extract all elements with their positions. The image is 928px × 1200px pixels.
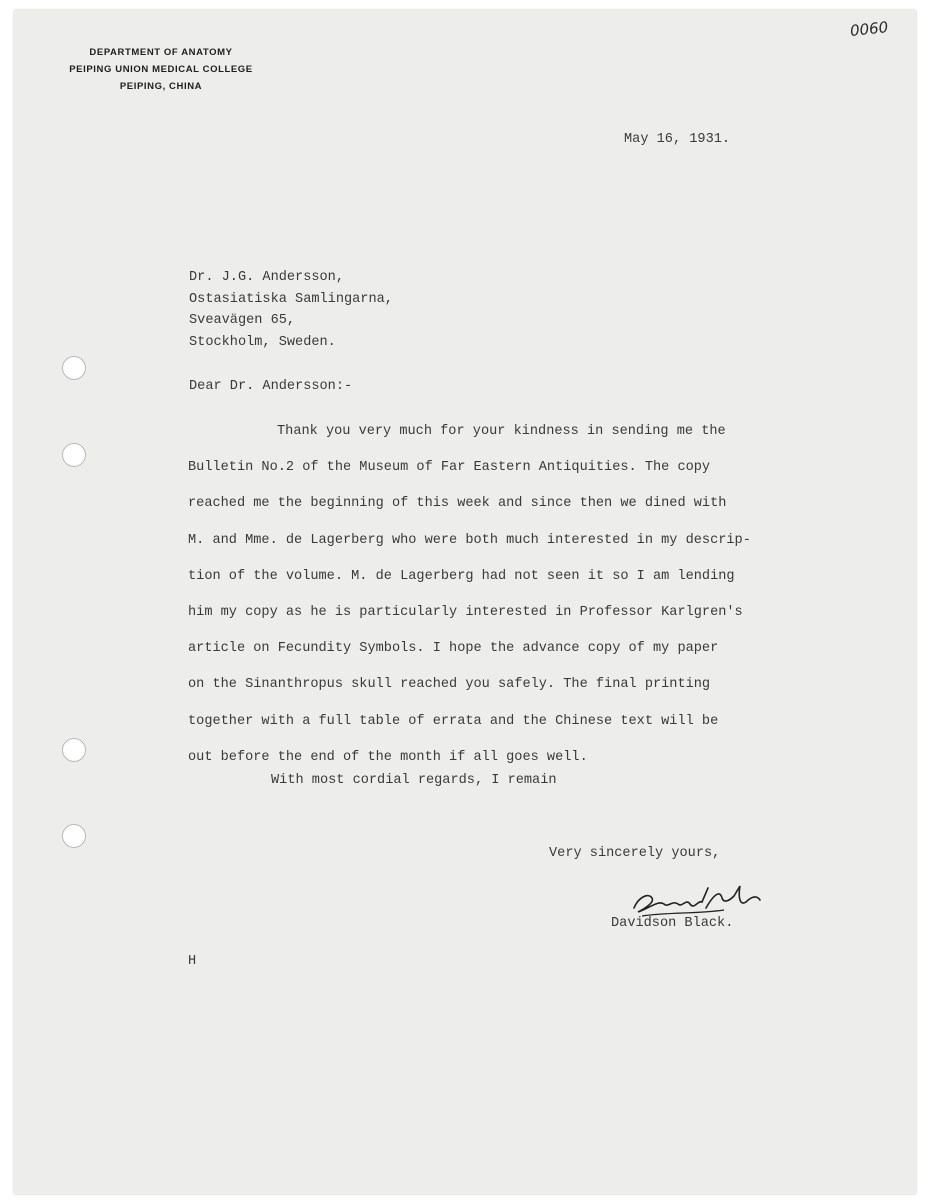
body-line: M. and Mme. de Lagerberg who were both much interested in my descrip-: [188, 532, 751, 548]
letterhead-department: DEPARTMENT OF ANATOMY: [89, 47, 233, 58]
body-line: out before the end of the month if all goes well.: [188, 749, 588, 765]
punch-hole: [62, 738, 86, 762]
body-line: article on Fecundity Symbols. I hope the advance copy of my paper: [188, 641, 719, 657]
body-line: Bulletin No.2 of the Museum of Far Eastern Antiquities. The copy: [188, 460, 711, 476]
body-line: tion of the volume. M. de Lagerberg had not seen it so I am lending: [188, 568, 735, 584]
letterhead-college: PEIPING UNION MEDICAL COLLEGE: [69, 64, 253, 75]
address-line: Stockholm, Sweden.: [189, 334, 336, 350]
body-line: Thank you very much for your kindness in sending me the: [277, 424, 726, 439]
regards-line: With most cordial regards, I remain: [271, 773, 557, 788]
letterhead-city: PEIPING, CHINA: [119, 81, 203, 92]
address-line: Sveavägen 65,: [189, 313, 296, 328]
body-line: him my copy as he is particularly interested in Professor Karlgren's: [188, 605, 743, 621]
punch-hole: [62, 824, 86, 848]
typist-initials: H: [188, 954, 197, 969]
address-line: Ostasiatiska Samlingarna,: [189, 291, 393, 307]
punch-hole: [62, 443, 86, 467]
body-line: on the Sinanthropus skull reached you safely. The final printing: [188, 677, 711, 693]
typed-signature-name: Davidson Black.: [611, 916, 734, 931]
salutation: Dear Dr. Andersson:-: [189, 379, 353, 394]
letter-page: [14, 10, 916, 1194]
recipient-address: [189, 267, 393, 353]
body-line: reached me the beginning of this week and since then we dined with: [188, 496, 727, 512]
address-line: Dr. J.G. Andersson,: [189, 270, 344, 285]
closing: Very sincerely yours,: [549, 846, 721, 861]
letter-body: [188, 414, 751, 776]
body-line: together with a full table of errata and the Chinese text will be: [188, 713, 719, 729]
letter-date: May 16, 1931.: [624, 132, 731, 147]
punch-hole: [62, 356, 86, 380]
letterhead: [50, 44, 272, 95]
archive-number: 0060: [849, 18, 890, 40]
